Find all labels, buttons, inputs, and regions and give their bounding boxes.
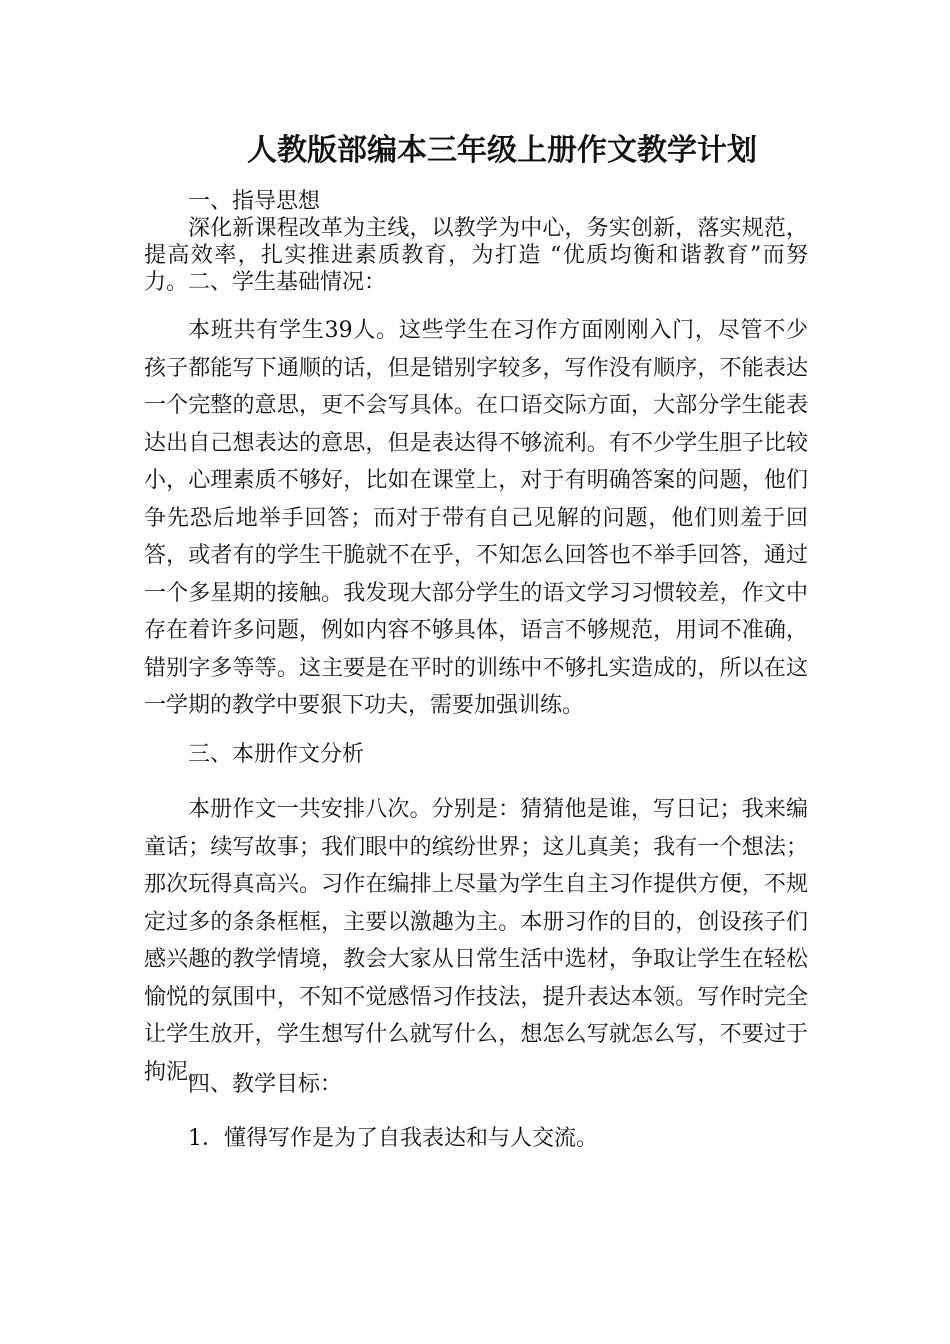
- section-body-student-basis: 本班共有学生39人。这些学生在习作方面刚刚入门，尽管不少孩子都能写下通顺的话，但是错别字较多，写作没有顺序，不能表达一个完整的意思，更不会写具体。在口语交际方面，大部分学生能表达出自己想表达的意思，但是表达得不够流利。有不少学生胆子比较小，心理素质不够好，比如在课堂上，对于有明确答案的问题，他们争先恐后地举手回答；而对于带有自己见解的问题，他们则羞于回答，或者有的学生干脆就不在乎，不知怎么回答也不举手回答，通过一个多星期的接触。我发现大部分学生的语文学习习惯较差，作文中存在着许多问题，例如内容不够具体，语言不够规范，用词不准确，错别字多等等。这主要是在平时的训练中不够扎实造成的，所以在这一学期的教学中要狠下功夫，需要加强训练。: [144, 318, 808, 718]
- document-title: 人教版部编本三年级上册作文教学计划: [247, 133, 757, 168]
- section-heading-composition-analysis: 三、本册作文分析: [188, 742, 365, 767]
- section-heading-guiding-ideology: 一、指导思想: [188, 189, 321, 214]
- section-heading-teaching-goals: 四、教学目标：: [188, 1072, 343, 1097]
- section-heading-student-basis: 二、学生基础情况：: [188, 270, 387, 295]
- section-body-composition-analysis: 本册作文一共安排八次。分别是：猜猜他是谁，写日记；我来编童话；续写故事；我们眼中的缤纷世界；这儿真美；我有一个想法；那次玩得真高兴。习作在编排上尽量为学生自主习作提供方便，不规定过多的条条框框，主要以激趣为主。本册习作的目的，创设孩子们感兴趣的教学情境，教会大家从日常生活中选材，争取让学生在轻松愉悦的氛围中，不知不觉感悟习作技法，提升表达本领。写作时完全让学生放开，学生想写什么就写什么，想怎么写就怎么写，不要过于拘泥。: [144, 797, 808, 1085]
- teaching-goal-item-1: 1．懂得写作是为了自我表达和与人交流。: [188, 1126, 598, 1151]
- section-body-guiding-ideology: 深化新课程改革为主线，以教学为中心，务实创新，落实规范，提高效率，扎实推进素质教育，为打造 “优质均衡和谐教育”而努力。: [144, 216, 808, 295]
